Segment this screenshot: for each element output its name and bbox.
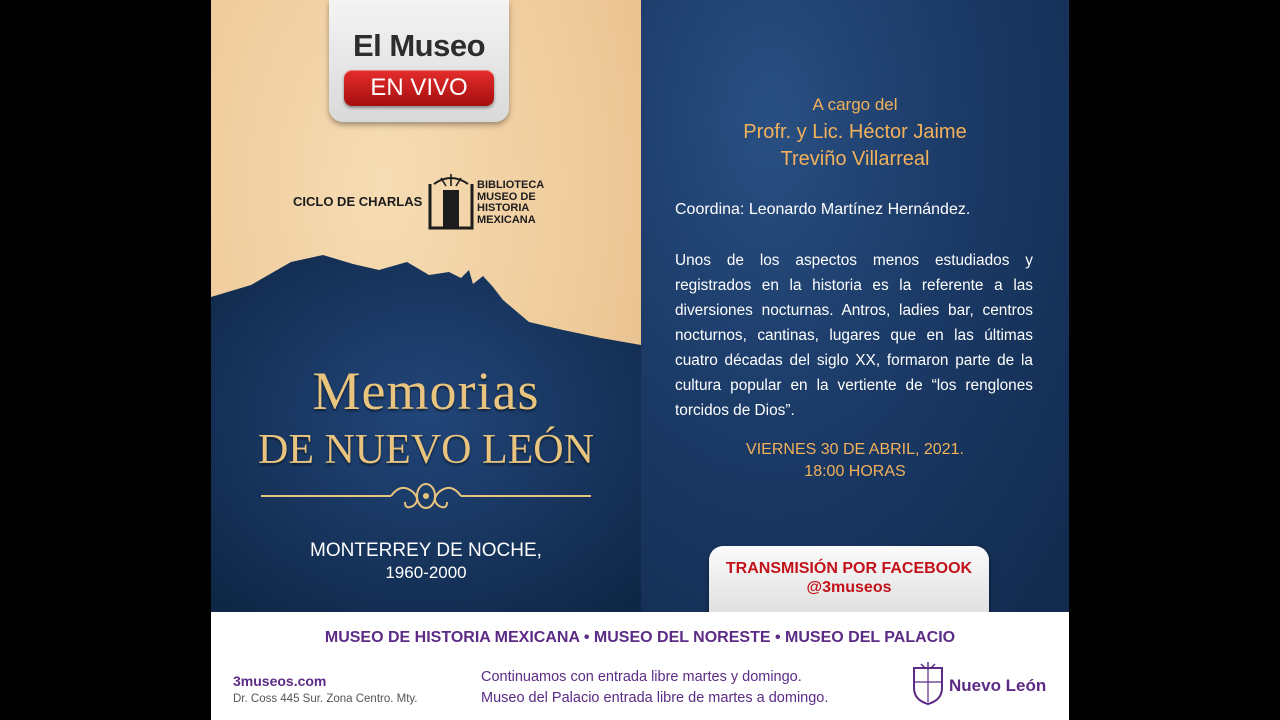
live-pill: EN VIVO [344, 70, 494, 106]
facebook-handle: @3museos [806, 579, 892, 596]
speaker-name-line1: Profr. y Lic. Héctor Jaime [743, 121, 967, 143]
facebook-broadcast-box [709, 546, 989, 616]
website-link[interactable]: 3museos.com [233, 673, 327, 689]
museums-list: MUSEO DE HISTORIA MEXICANA • MUSEO DEL NORESTE • MUSEO DEL PALACIO [324, 629, 956, 646]
el-museo-badge [329, 0, 509, 122]
open-book-icon [426, 170, 476, 232]
broadcast-prefix: TRANSMISIÓN POR [725, 560, 882, 577]
event-description: Unos de los aspectos menos estudiados y registrados en la historia es la referente a las diversiones nocturnas. Antros, ladies bar, centros nocturnos, cantinas, lugares que en las últimas cuatro décadas del siglo XX, formaron parte de la cultura popular en la vertiente de “los renglones torcidos de Dios”. [675, 252, 1033, 419]
admission-note-1: Continuamos con entrada libre martes y domingo. [481, 669, 802, 685]
footer [211, 612, 1069, 720]
ornament-divider [251, 478, 601, 514]
series-label: CICLO DE CHARLAS [293, 194, 423, 209]
broadcast-platform: FACEBOOK [881, 560, 973, 577]
event-time: 18:00 HORAS [804, 463, 906, 480]
admission-note-2: Museo del Palacio entrada libre de martes a domingo. [481, 690, 829, 706]
library-line: MUSEO DE [477, 190, 536, 203]
broadcast-line [709, 560, 989, 578]
library-line: BIBLIOTECA [477, 179, 545, 191]
speaker-name-line2: Treviño Villarreal [780, 148, 930, 170]
coat-of-arms-icon [911, 662, 945, 706]
title-memorias: Memorias [312, 361, 540, 421]
coordinator-text: Coordina: Leonardo Martínez Hernández. [675, 201, 971, 218]
address-text: Dr. Coss 445 Sur. Zona Centro. Mty. [233, 693, 418, 705]
subtitle-line2: 1960-2000 [385, 563, 467, 582]
state-name: Nuevo León [949, 676, 1047, 695]
library-name [477, 180, 544, 226]
right-panel [641, 0, 1069, 612]
subtitle-line1: MONTERREY DE NOCHE, [310, 540, 542, 561]
speaker-intro: A cargo del [812, 95, 898, 114]
library-line: MEXICANA [477, 213, 536, 226]
title-nuevo-leon: DE NUEVO LEÓN [258, 427, 594, 473]
event-poster [211, 0, 1069, 720]
badge-title: El Museo [352, 28, 486, 63]
left-panel [211, 0, 641, 612]
library-line: HISTORIA [477, 202, 530, 214]
event-date: VIERNES 30 DE ABRIL, 2021. [746, 441, 964, 458]
